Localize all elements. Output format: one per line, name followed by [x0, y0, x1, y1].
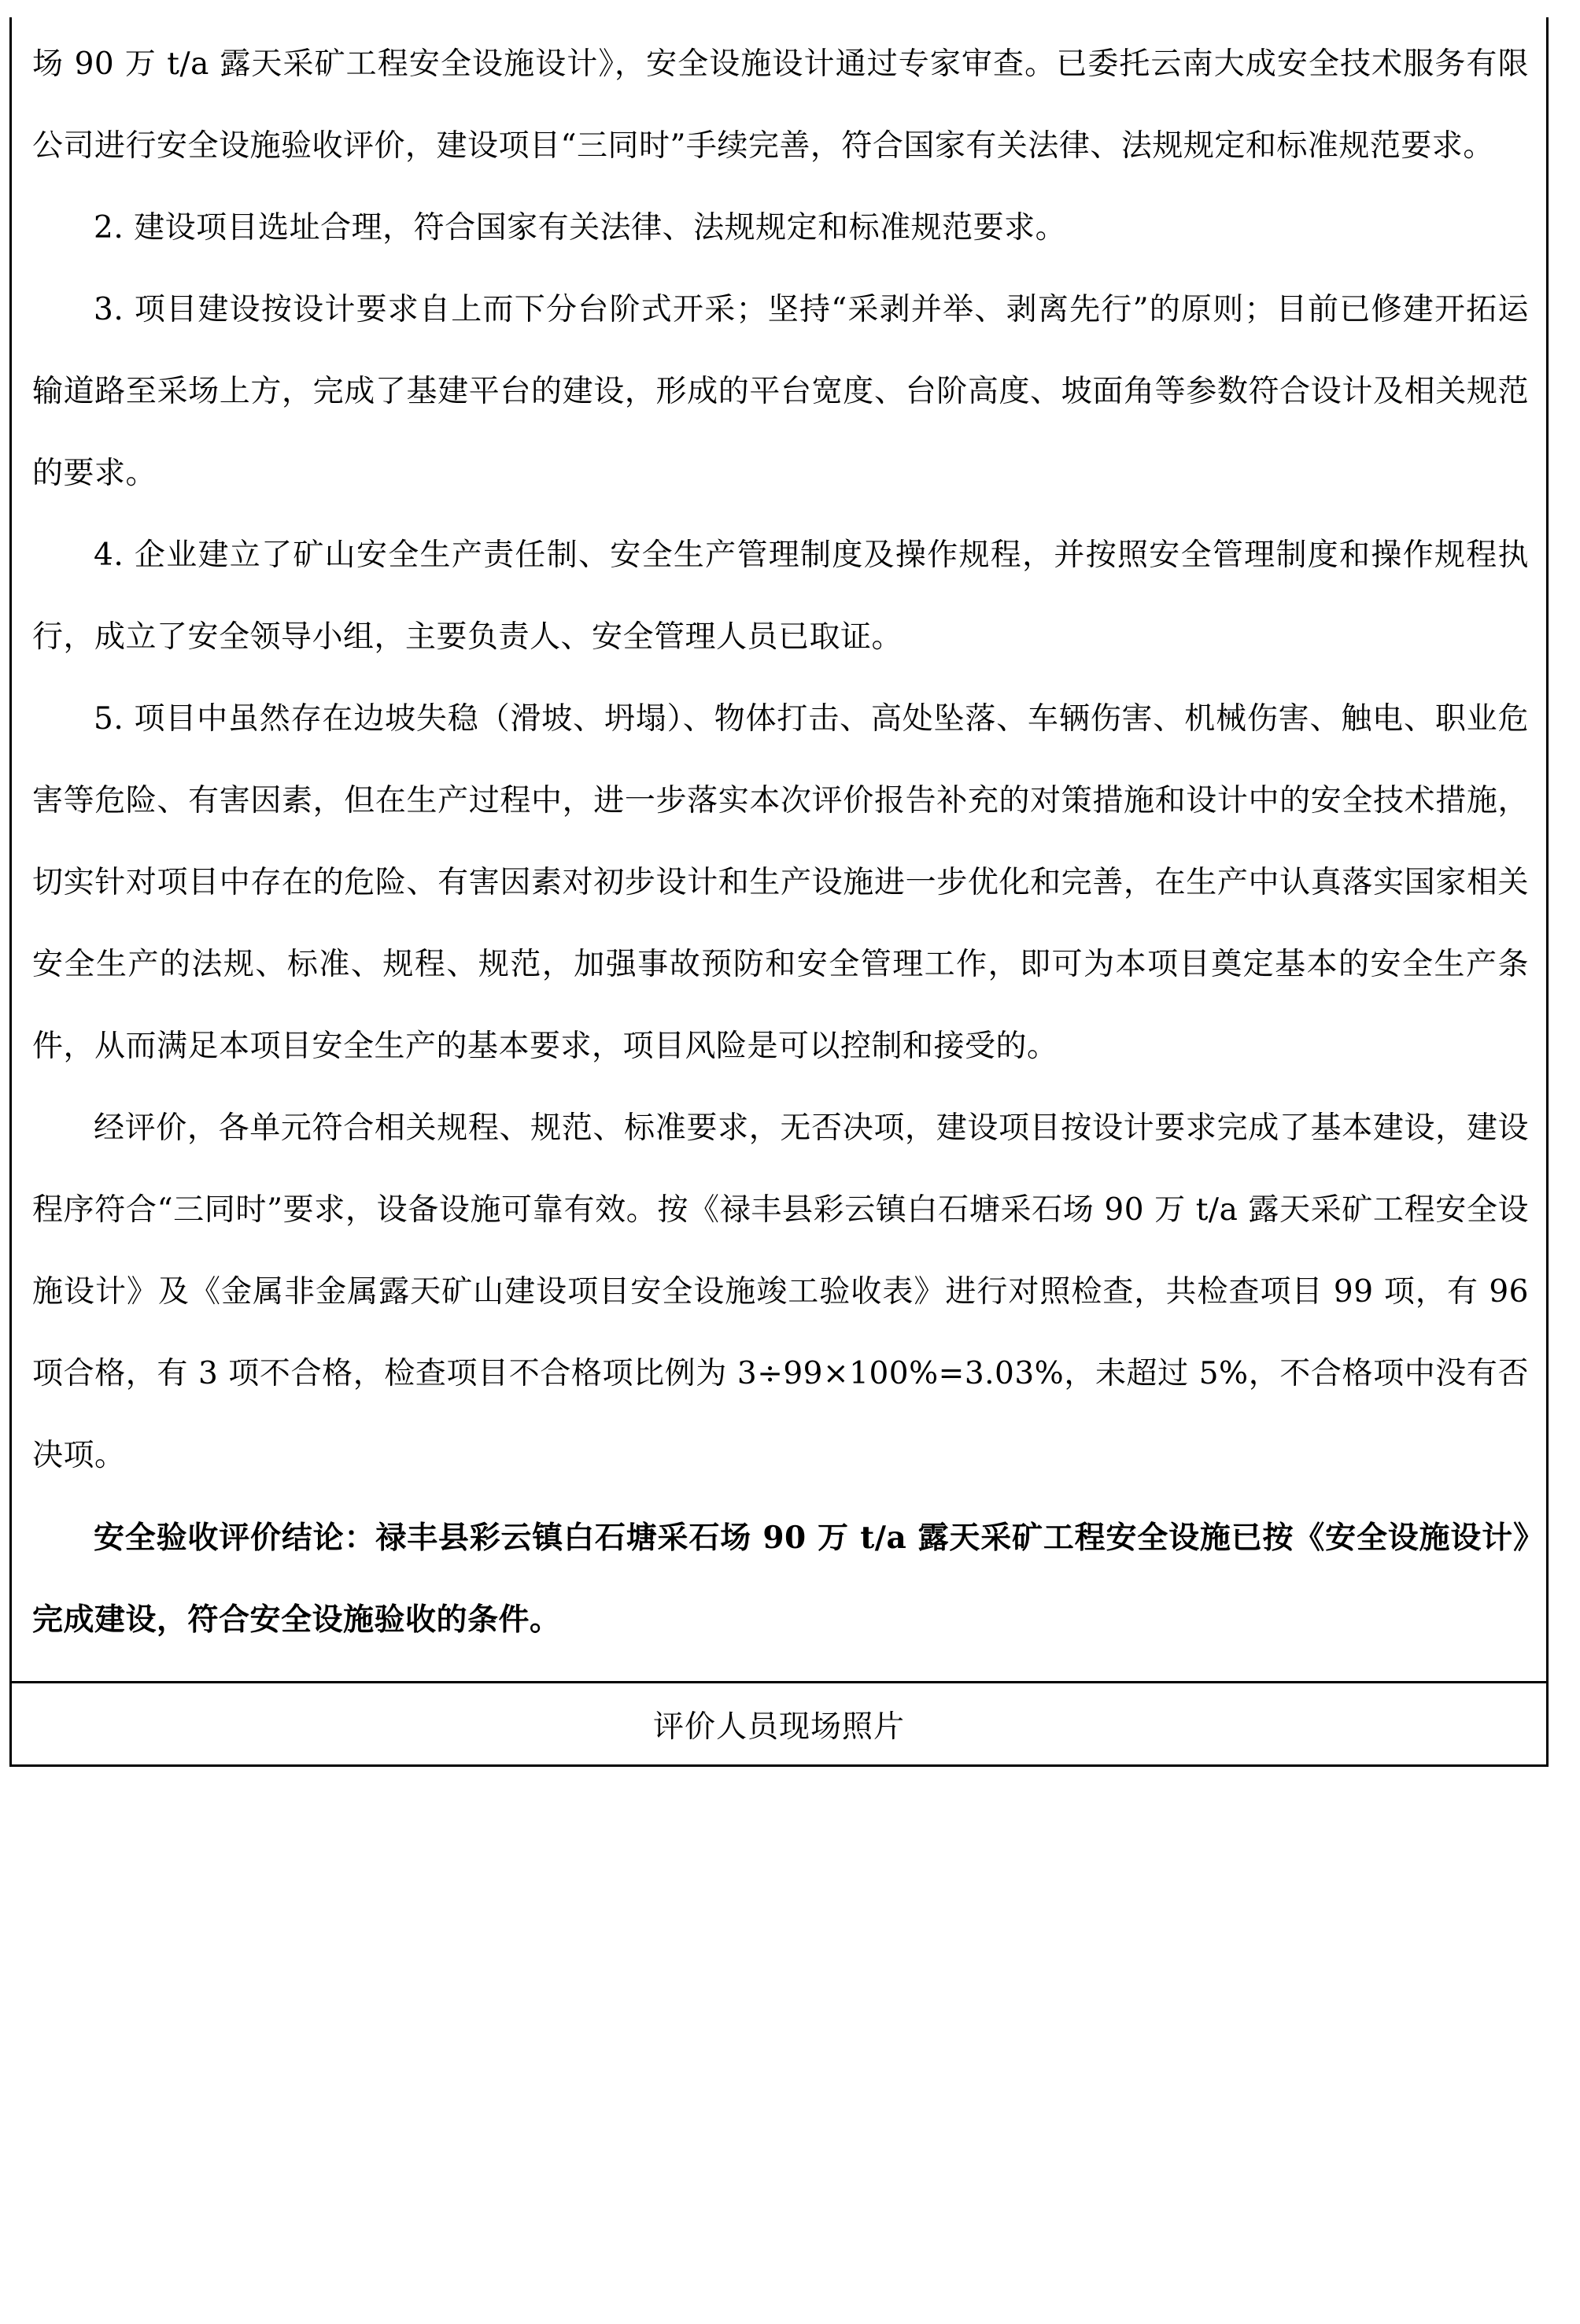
paragraph-continuation: 场 90 万 t/a 露天采矿工程安全设施设计》，安全设施设计通过专家审查。已委托云南大成安全技术服务有限公司进行安全设施验收评价，建设项目“三同时”手续完善，符合国家有关法律、法规规定和标准规范要求。 [32, 46, 1529, 164]
paragraph-conclusion: 安全验收评价结论：禄丰县彩云镇白石塘采石场 90 万 t/a 露天采矿工程安全设施已按《安全设施设计》完成建设，符合安全设施验收的条件。 [32, 1520, 1529, 1638]
paragraph-evaluation-summary: 经评价，各单元符合相关规程、规范、标准要求，无否决项，建设项目按设计要求完成了基本建设，建设程序符合“三同时”要求，设备设施可靠有效。按《禄丰县彩云镇白石塘采石场 90 万 t/a 露天采矿工程安全设施设计》及《金属非金属露天矿山建设项目安全设施竣工验收表》进行对照检查，共检查项目 99 项，有 96 项合格，有 3 项不合格，检查项目不合格项比例为 3÷99×100%=3.03%，未超过 5%，不合格项中没有否决项。 [32, 1110, 1529, 1473]
paragraph-item-3: 3. 项目建设按设计要求自上而下分台阶式开采；坚持“采剥并举、剥离先行”的原则；目前已修建开拓运输道路至采场上方，完成了基建平台的建设，形成的平台宽度、台阶高度、坡面角等参数符合设计及相关规范的要求。 [32, 292, 1529, 491]
paragraph-item-2: 2. 建设项目选址合理，符合国家有关法律、法规规定和标准规范要求。 [94, 210, 1067, 246]
paragraph-item-5: 5. 项目中虽然存在边坡失稳（滑坡、坍塌）、物体打击、高处坠落、车辆伤害、机械伤害、触电、职业危害等危险、有害因素，但在生产过程中，进一步落实本次评价报告补充的对策措施和设计中的安全技术措施，切实针对项目中存在的危险、有害因素对初步设计和生产设施进一步优化和完善，在生产中认真落实国家相关安全生产的法规、标准、规程、规范，加强事故预防和安全管理工作，即可为本项目奠定基本的安全生产条件，从而满足本项目安全生产的基本要求，项目风险是可以控制和接受的。 [32, 701, 1529, 1064]
conclusion-cell [12, 17, 1546, 1681]
photo-section-header [12, 1681, 1546, 1764]
paragraph-item-4: 4. 企业建立了矿山安全生产责任制、安全生产管理制度及操作规程，并按照安全管理制度和操作规程执行，成立了安全领导小组，主要负责人、安全管理人员已取证。 [32, 538, 1529, 655]
evaluation-table [9, 17, 1549, 1767]
photo-section-label: 评价人员现场照片 [652, 1709, 905, 1745]
